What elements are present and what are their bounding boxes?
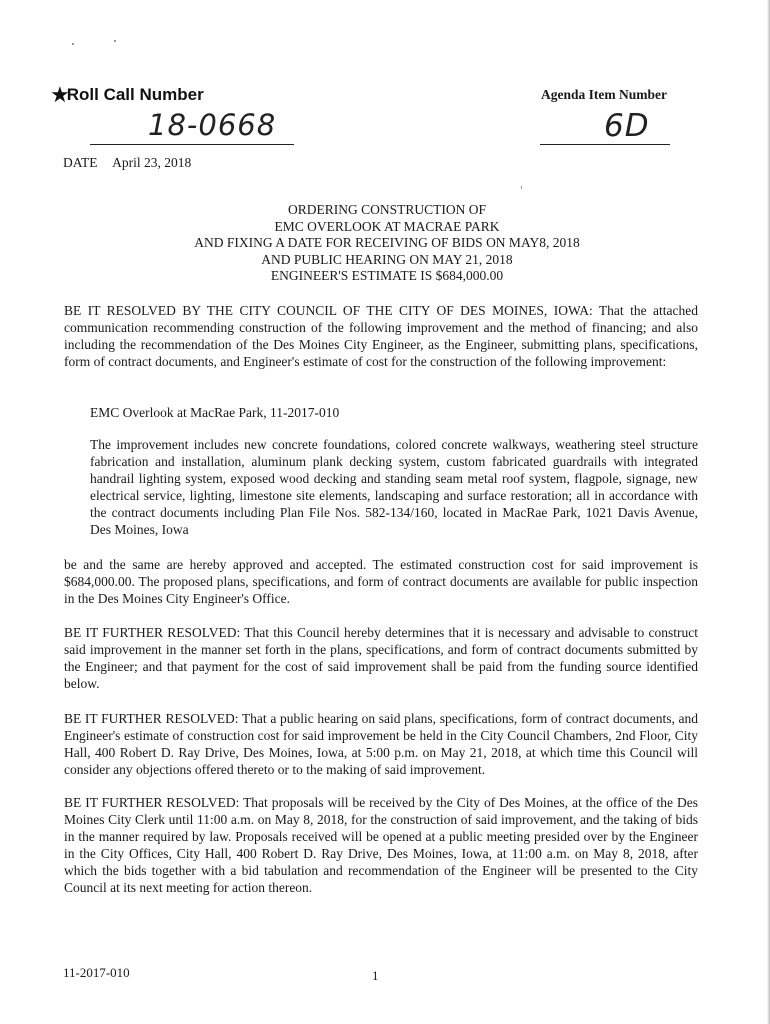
roll-call-heading	[50, 84, 204, 106]
date-row	[63, 155, 191, 171]
page-number: 1	[372, 968, 379, 983]
roll-call-underline	[90, 144, 294, 145]
further-resolved-paragraph-1: BE IT FURTHER RESOLVED: That this Council hereby determines that it is necessary and advisable to construct said improvement in the manner set forth in the plans, specifications, and form of contract documents submitted by the Engineer; and that payment for the cost of said improvement shall be paid from the funding source identified below.	[64, 625, 698, 691]
footer-project-code: 11-2017-010	[63, 965, 130, 980]
scan-speck	[72, 43, 74, 45]
approval-paragraph: be and the same are hereby approved and accepted. The estimated construction cost for said improvement is $684,000.00. The proposed plans, specifications, and form of contract documents are available for public inspection in the Des Moines City Engineer's Office.	[64, 557, 698, 606]
roll-call-label: Roll Call Number	[66, 85, 204, 104]
scan-speck	[114, 40, 116, 42]
resolved-intro-paragraph: BE IT RESOLVED BY THE CITY COUNCIL OF THE CITY OF DES MOINES, IOWA: That the attached communication recommending construction of the following improvement and the method of financing; and also including the recommendation of the Des Moines City Engineer, as the Engineer, submitting plans, specifications, form of contract documents, and Engineer's estimate of cost for the construction of the following improvement:	[64, 303, 698, 369]
title-line: ORDERING CONSTRUCTION OF	[287, 202, 486, 217]
project-description-paragraph: The improvement includes new concrete foundations, colored concrete walkways, weathering steel structure fabrication and installation, aluminum plank decking system, custom fabricated guardrails with integrated handrail lighting system, exposed wood decking and standing seam metal roof system, flagpole, signage, new electrical service, lighting, limestone site elements, landscaping and surface restoration; all in accordance with the contract documents including Plan File Nos. 582-134/160, located in MacRae Park, 1021 Davis Avenue, Des Moines, Iowa	[90, 437, 698, 537]
date-value: April 23, 2018	[112, 155, 192, 170]
agenda-underline	[540, 144, 670, 145]
agenda-item-number: 6D	[604, 108, 650, 144]
project-name: EMC Overlook at MacRae Park, 11-2017-010	[90, 405, 340, 420]
roll-call-number: 18-0668	[148, 108, 277, 142]
scan-speck	[521, 186, 522, 189]
title-line: ENGINEER'S ESTIMATE IS $684,000.00	[270, 268, 504, 283]
further-resolved-paragraph-2: BE IT FURTHER RESOLVED: That a public hearing on said plans, specifications, form of contract documents, and Engineer's estimate of construction cost for said improvement be held in the City Council Chambers, 2nd Floor, City Hall, 400 Robert D. Ray Drive, Des Moines, Iowa, at 5:00 p.m. on May 21, 2018, at which time this Council will consider any objections offered thereto or to the making of said improvement.	[64, 711, 698, 777]
agenda-item-label: Agenda Item Number	[541, 87, 667, 102]
date-label: DATE	[63, 155, 98, 170]
further-resolved-paragraph-3: BE IT FURTHER RESOLVED: That proposals will be received by the City of Des Moines, at the office of the Des Moines City Clerk until 11:00 a.m. on May 8, 2018, for the construction of said improvement, and the taking of bids in the manner required by law. Proposals received will be opened at a public meeting presided over by the Engineer in the City Offices, City Hall, 400 Robert D. Ray Drive, Des Moines, Iowa, at 11:00 a.m. on May 8, 2018, after which the bids together with a bid tabulation and recommendation of the Engineer will be presented to the City Council at its next meeting for action thereon.	[64, 795, 698, 895]
star-icon: ★	[50, 82, 70, 107]
resolution-title	[60, 202, 714, 285]
title-line: EMC OVERLOOK AT MACRAE PARK	[274, 218, 500, 234]
title-line: AND FIXING A DATE FOR RECEIVING OF BIDS ON MAY8, 2018	[194, 235, 580, 250]
title-line: AND PUBLIC HEARING ON MAY 21, 2018	[261, 251, 513, 267]
